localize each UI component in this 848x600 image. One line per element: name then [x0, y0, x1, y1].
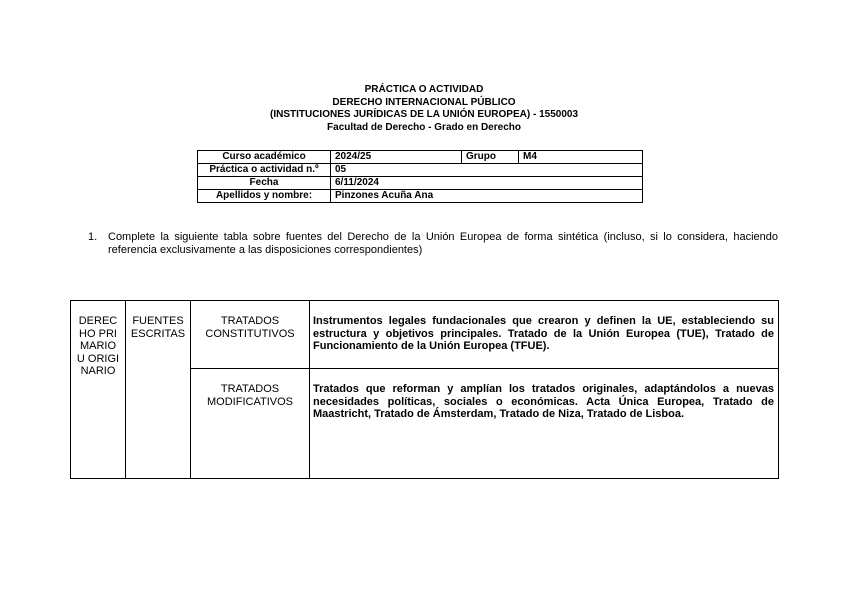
fuentes-escritas-cell: FUENTES ESCRITAS — [126, 301, 191, 479]
fecha-label: Fecha — [198, 177, 331, 190]
tratados-constitutivos-cell: TRATADOS CONSTITUTIVOS — [191, 301, 310, 369]
curso-value: 2024/25 — [331, 151, 462, 164]
info-row-practica — [198, 164, 643, 177]
document-header — [0, 84, 848, 134]
info-row-curso — [198, 151, 643, 164]
question-text: Complete la siguiente tabla sobre fuentes del Derecho de la Unión Europea de forma sintética (incluso, si lo considera, haciendo referencia exclusivamente a las disposiciones correspondientes) — [108, 231, 778, 256]
header-subject: DERECHO INTERNACIONAL PÚBLICO — [332, 96, 516, 108]
nombre-label: Apellidos y nombre: — [198, 190, 331, 203]
curso-label: Curso académico — [198, 151, 331, 164]
tratados-modificativos-cell: TRATADOS MODIFICATIVOS — [191, 369, 310, 479]
grupo-value: M4 — [519, 151, 643, 164]
header-course: (INSTITUCIONES JURÍDICAS DE LA UNIÓN EUROPEA) - 1550003 — [269, 109, 579, 120]
fecha-value: 6/11/2024 — [331, 177, 643, 190]
question-1 — [88, 231, 778, 257]
tratados-constitutivos-answer[interactable]: Instrumentos legales fundacionales que crearon y definen la UE, estableciendo su estructura y objetivos principales. Tratado de la Unión Europea (TUE), Tratado de Funcionamiento de la Unión Europea (TFUE). — [310, 301, 779, 369]
derecho-primario-cell: DERECHO PRIMARIO U ORIGINARIO — [71, 301, 126, 479]
info-row-fecha — [198, 177, 643, 190]
practica-value: 05 — [331, 164, 643, 177]
header-faculty: Facultad de Derecho - Grado en Derecho — [327, 121, 521, 133]
tratados-modificativos-answer[interactable]: Tratados que reforman y amplían los tratados originales, adaptándolos a nuevas necesidades políticas, sociales o económicas. Acta Única Europea, Tratado de Maastricht, Tratado de Ámsterdam, Tratado de Niza, Tratado de Lisboa. — [310, 369, 779, 479]
practica-label: Práctica o actividad n.º — [198, 164, 331, 177]
info-table — [197, 150, 643, 203]
sources-table — [70, 300, 779, 479]
header-title: PRÁCTICA O ACTIVIDAD — [364, 84, 484, 95]
nombre-value: Pinzones Acuña Ana — [331, 190, 643, 203]
info-row-nombre — [198, 190, 643, 203]
grupo-label: Grupo — [462, 151, 519, 164]
table-row — [71, 301, 779, 369]
question-number: 1. — [88, 231, 98, 243]
